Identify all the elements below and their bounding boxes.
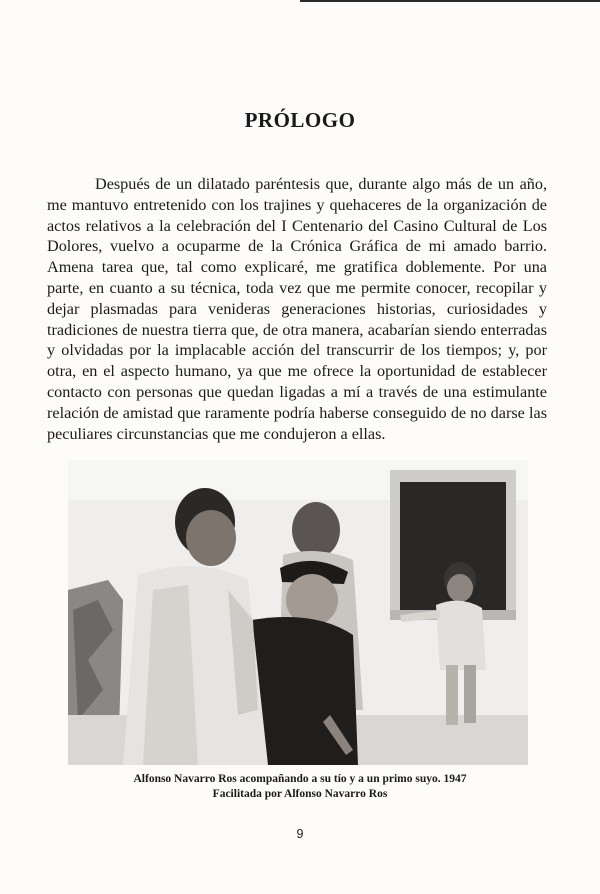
caption-line-2: Facilitada por Alfonso Navarro Ros — [212, 788, 388, 800]
page-title: PRÓLOGO — [244, 108, 356, 132]
photo-caption — [0, 772, 600, 802]
historical-photograph — [68, 460, 528, 765]
caption-line-1: Alfonso Navarro Ros acompañando a su tío y a un primo suyo. 1947 — [133, 773, 467, 785]
scan-edge-line — [300, 0, 600, 2]
page-number: 9 — [296, 827, 304, 841]
prologue-paragraph: Después de un dilatado paréntesis que, durante algo más de un año, me mantuvo entretenido con los trajines y quehaceres de la organización de actos relativos a la celebración del I Centenario del Casino Cultural de Los Dolores, vuelvo a ocuparme de la Crónica Gráfica de mi amado barrio. Amena tarea que, tal como explicaré, me gratifica doblemente. Por una parte, en cuanto a su técnica, toda vez que me permite conocer, recopilar y dejar plasmadas para venideras generaciones historias, curiosidades y tradiciones de nuestra tierra que, de otra manera, acabarían siendo enterradas y olvidadas por la implacable acción del transcurrir de los tiempos; y, por otra, en el aspecto humano, ya que me ofrece la oportunidad de establecer contacto con personas que quedan ligadas a mí a través de una estimulante relación de amistad que raramente podría haberse conseguido de no darse las peculiares circunstancias que me condujeron a ellas. — [47, 175, 547, 443]
